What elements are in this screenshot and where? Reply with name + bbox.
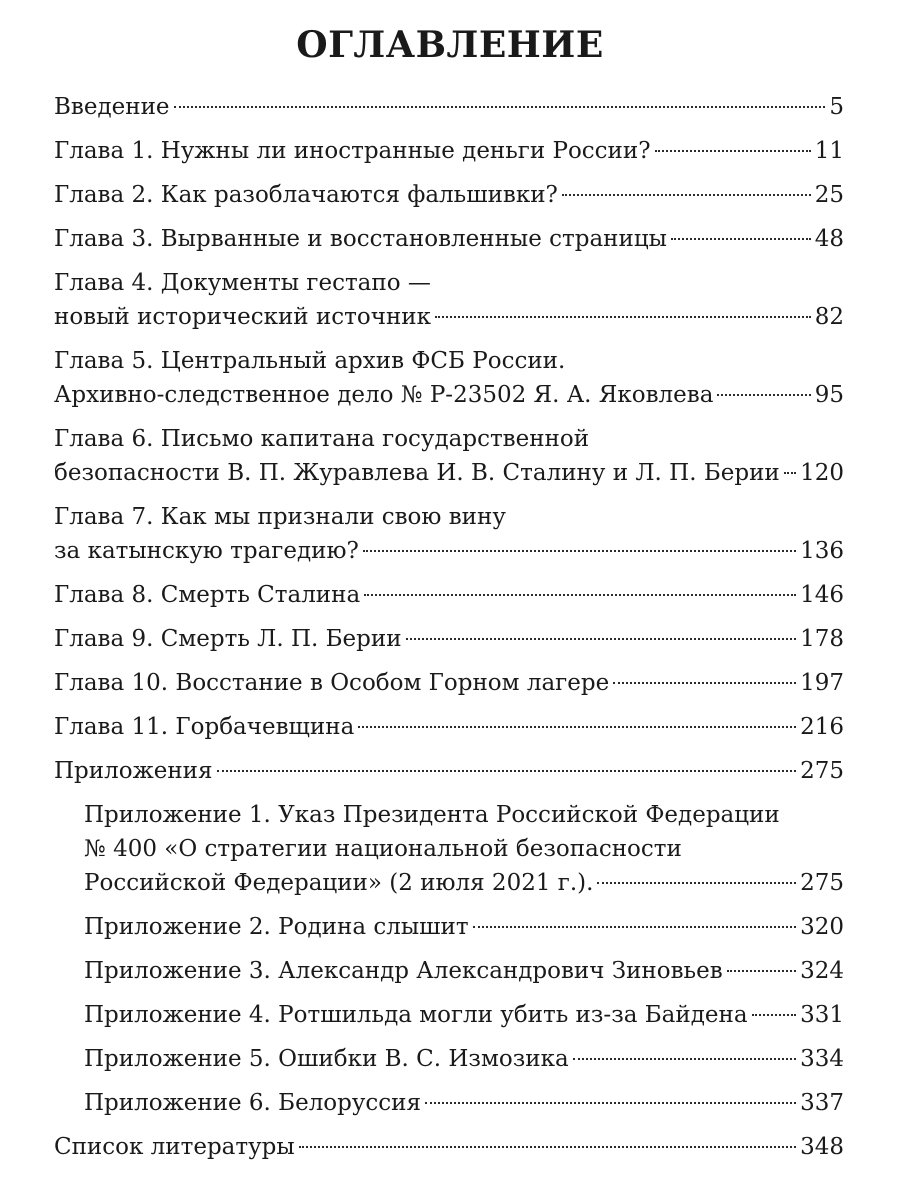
toc-entry-row — [54, 222, 844, 256]
toc-entry-text-line: Глава 7. Как мы признали свою вину — [54, 504, 506, 530]
toc-subentry[interactable] — [54, 910, 844, 944]
toc-entry-text-line: Глава 4. Документы гестапо — — [54, 270, 431, 296]
toc-entry[interactable] — [54, 178, 844, 212]
toc-entry-text-line: новый исторический источник — [54, 304, 431, 330]
toc-entry-text-line: Приложения — [54, 758, 213, 784]
toc-page-number: 25 — [814, 182, 844, 208]
toc-entry-text-line: Приложение 5. Ошибки В. С. Измозика — [84, 1046, 569, 1072]
toc-entry-row — [54, 378, 844, 412]
toc-entry-row — [84, 910, 844, 944]
toc-entry[interactable] — [54, 710, 844, 744]
toc-entry-row — [54, 456, 844, 490]
toc-page-number: 178 — [800, 626, 844, 652]
toc-entry-text-line: за катынскую трагедию? — [54, 538, 359, 564]
toc-entry-row — [84, 1042, 844, 1076]
toc-entry-row — [54, 178, 844, 212]
toc-entry-row — [54, 134, 844, 168]
toc-entry-text-line: Российской Федерации» (2 июля 2021 г.). — [84, 870, 594, 896]
toc-entry-text-line: Список литературы — [54, 1134, 295, 1160]
dot-leader — [364, 594, 796, 596]
dot-leader — [473, 926, 797, 928]
toc-subentry[interactable] — [54, 998, 844, 1032]
toc-page-number: 146 — [800, 582, 844, 608]
toc-entry[interactable] — [54, 754, 844, 788]
toc-page-number: 11 — [814, 138, 844, 164]
toc-entry[interactable] — [54, 344, 844, 412]
toc-entry-text-line: Глава 1. Нужны ли иностранные деньги России? — [54, 138, 651, 164]
dot-leader — [406, 638, 797, 640]
table-of-contents — [54, 90, 844, 1164]
toc-entry-text-line: Приложение 3. Александр Александрович Зиновьев — [84, 958, 723, 984]
toc-entry-text-line: Глава 2. Как разоблачаются фальшивки? — [54, 182, 558, 208]
toc-entry-row — [84, 1086, 844, 1120]
toc-subentry[interactable] — [54, 798, 844, 900]
toc-page-number: 82 — [814, 304, 844, 330]
toc-entry[interactable] — [54, 1130, 844, 1164]
toc-entry-text-line: Приложение 1. Указ Президента Российской Федерации — [84, 802, 780, 828]
toc-entry-text-line: Введение — [54, 94, 170, 120]
toc-entry-row — [54, 710, 844, 744]
toc-entry-text-line: Глава 5. Центральный архив ФСБ России. — [54, 348, 566, 374]
dot-leader — [562, 194, 811, 196]
toc-entry-row — [54, 90, 844, 124]
toc-entry-row — [84, 998, 844, 1032]
toc-entry-text-line: Глава 11. Горбачевщина — [54, 714, 355, 740]
dot-leader — [217, 770, 797, 772]
toc-entry[interactable] — [54, 134, 844, 168]
toc-page-number: 348 — [800, 1134, 844, 1160]
toc-subentry[interactable] — [54, 1086, 844, 1120]
toc-entry-row — [54, 534, 844, 568]
toc-entry[interactable] — [54, 90, 844, 124]
toc-page-number: 320 — [800, 914, 844, 940]
toc-entry-text-line: Глава 10. Восстание в Особом Горном лагере — [54, 670, 610, 696]
toc-entry-text-line: Глава 9. Смерть Л. П. Берии — [54, 626, 402, 652]
toc-entry-text-line: Глава 8. Смерть Сталина — [54, 582, 361, 608]
toc-entry[interactable] — [54, 222, 844, 256]
dot-leader — [425, 1102, 796, 1104]
dot-leader — [435, 316, 811, 318]
toc-entry[interactable] — [54, 578, 844, 612]
toc-page-number: 120 — [800, 460, 844, 486]
toc-entry-row — [84, 866, 844, 900]
toc-page-number: 48 — [814, 226, 844, 252]
dot-leader — [671, 238, 811, 240]
toc-page-number: 216 — [800, 714, 844, 740]
toc-page-number: 334 — [800, 1046, 844, 1072]
toc-entry-text-line: Глава 6. Письмо капитана государственной — [54, 426, 590, 452]
dot-leader — [174, 106, 826, 108]
dot-leader — [752, 1014, 797, 1016]
page-title: ОГЛАВЛЕНИЕ — [296, 24, 604, 66]
dot-leader — [784, 472, 796, 474]
toc-page-number: 331 — [800, 1002, 844, 1028]
toc-subentry[interactable] — [54, 1042, 844, 1076]
dot-leader — [358, 726, 796, 728]
toc-entry-row — [54, 1130, 844, 1164]
dot-leader — [655, 150, 811, 152]
toc-entry-text-line: № 400 «О стратегии национальной безопасности — [84, 836, 682, 862]
dot-leader — [597, 882, 796, 884]
toc-page-number: 324 — [800, 958, 844, 984]
toc-entry-text-line: Приложение 2. Родина слышит — [84, 914, 469, 940]
toc-page-number: 337 — [800, 1090, 844, 1116]
toc-entry[interactable] — [54, 500, 844, 568]
dot-leader — [573, 1058, 796, 1060]
toc-page-number: 275 — [800, 758, 844, 784]
dot-leader — [717, 394, 810, 396]
toc-entry-text-line: Архивно-следственное дело № Р-23502 Я. А. Яковлева — [54, 382, 714, 408]
toc-entry-row — [84, 954, 844, 988]
toc-entry[interactable] — [54, 622, 844, 656]
toc-entry[interactable] — [54, 666, 844, 700]
toc-page-number: 5 — [829, 94, 844, 120]
toc-entry-text-line: Глава 3. Вырванные и восстановленные страницы — [54, 226, 667, 252]
toc-entry-row — [54, 666, 844, 700]
toc-entry-row — [54, 754, 844, 788]
dot-leader — [299, 1146, 796, 1148]
toc-page-number: 136 — [800, 538, 844, 564]
toc-page-number: 95 — [814, 382, 844, 408]
toc-page-number: 197 — [800, 670, 844, 696]
toc-page-number: 275 — [800, 870, 844, 896]
toc-entry-text-line: безопасности В. П. Журавлева И. В. Сталину и Л. П. Берии — [54, 460, 780, 486]
toc-entry-text-line: Приложение 6. Белоруссия — [84, 1090, 422, 1116]
dot-leader — [363, 550, 796, 552]
toc-entry-row — [54, 578, 844, 612]
toc-subentry[interactable] — [54, 954, 844, 988]
dot-leader — [727, 970, 796, 972]
toc-entry-row — [54, 622, 844, 656]
toc-entry[interactable] — [54, 266, 844, 334]
toc-entry[interactable] — [54, 422, 844, 490]
toc-entry-text-line: Приложение 4. Ротшильда могли убить из-за Байдена — [84, 1002, 748, 1028]
dot-leader — [613, 682, 796, 684]
toc-entry-row — [54, 300, 844, 334]
